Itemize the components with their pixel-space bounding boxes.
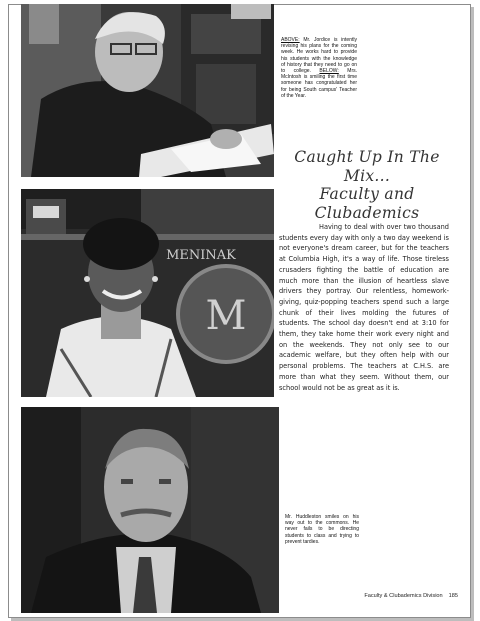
body-copy: Having to deal with over two thousand students every day with only a two day weekend is not everyone's dream career, but for the teachers at Columbia High, it's a way of life. Those tireless crusaders fighting the battle of education are much more than the illusion of heartless slave drivers they portray. Our relentless, homework-giving, quiz-popping teachers spend such a large chunk of their lives molding the futures of students. The school day doesn't end at 3:10 for them, they take home their work every night and on the weekends. They not only see to our academic welfare, but they often help with our personal problems. The teachers at C.H.S. are more than what they seem. Without them, our school would not be as great as it is. bbox=[279, 223, 449, 392]
sign-text: MENINAK bbox=[166, 248, 236, 263]
caption-lead-above: ABOVE: bbox=[281, 37, 300, 43]
caption-lead-below: BELOW: bbox=[319, 68, 339, 75]
headline-line-4: Clubademics bbox=[314, 203, 420, 222]
headline-line-3: Faculty and bbox=[319, 185, 415, 203]
page-number: 185 bbox=[448, 593, 458, 599]
caption-text-below: Mrs. McIntosh is smiling the first time someone has congratulated her for being South campus' Teacher of the Year. bbox=[281, 68, 358, 99]
caption-commons: Mr. Huddleston smiles on his way out to the commons. He never fails to be directing students to class and trying to prevent tardies. bbox=[285, 514, 359, 545]
photo-teacher-commons bbox=[21, 407, 279, 613]
emblem-letter: M bbox=[205, 293, 247, 339]
headline-line-1: Caught Up In The bbox=[294, 148, 440, 166]
page-footer bbox=[364, 593, 458, 599]
photo-teacher-of-the-year bbox=[21, 189, 274, 397]
section-name: Faculty & Clubademics Division bbox=[364, 593, 443, 599]
caption-above-below bbox=[281, 37, 357, 99]
photo-teacher-revising-plans bbox=[21, 4, 274, 177]
headline-line-2: Mix... bbox=[343, 166, 391, 185]
caption-text-above: Mr. Jordice is intently revising his plans for the coming week. He works hard to provide his students with the knowledge of history that they need to go on to college. bbox=[281, 37, 357, 75]
page-headline bbox=[288, 148, 446, 222]
